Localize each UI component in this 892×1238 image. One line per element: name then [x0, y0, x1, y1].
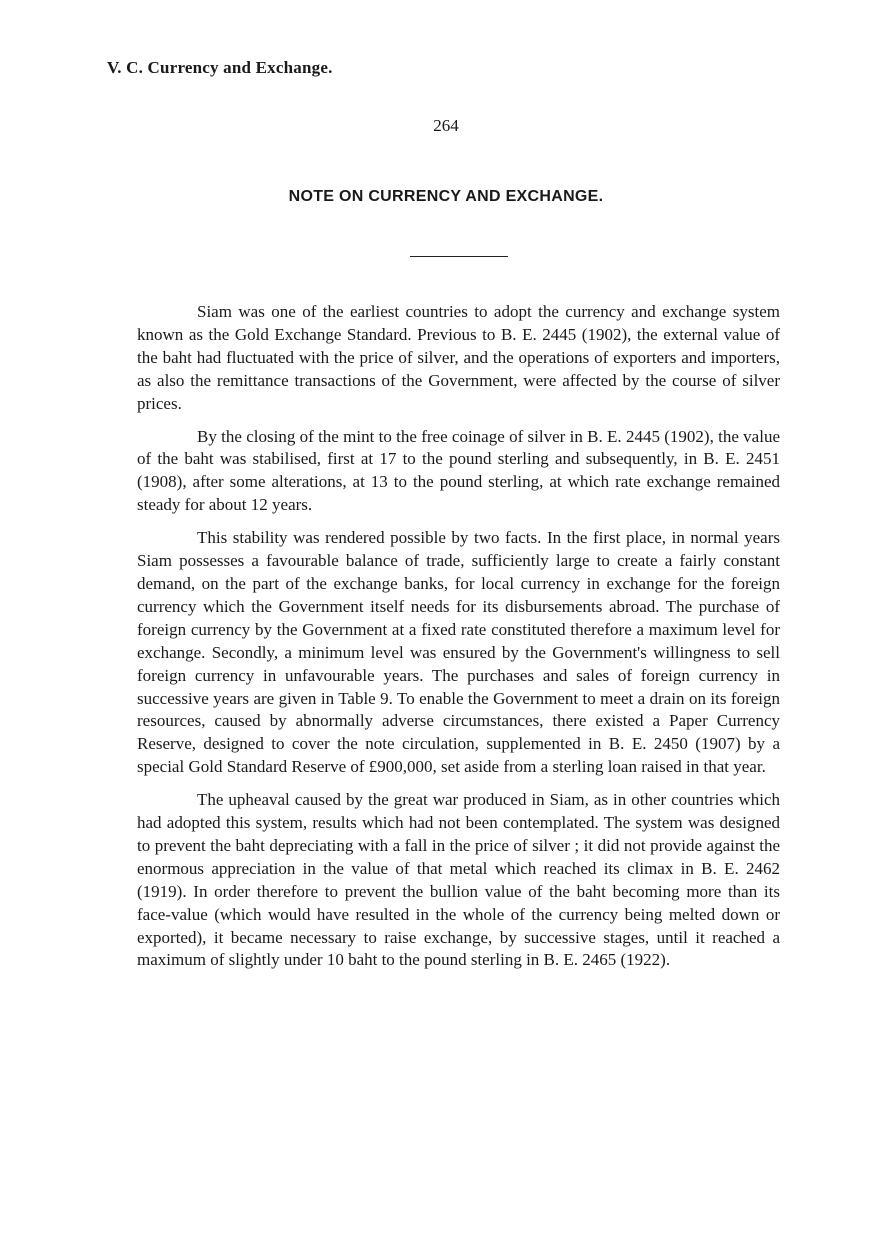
page-number: 264	[433, 116, 459, 135]
section-heading: V. C. Currency and Exchange.	[107, 58, 333, 77]
paragraph-gold-exchange-standard: Siam was one of the earliest countries to adopt the currency and exchange system known as the Gold Exchange Standard. Previous to B. E. 2445 (1902), the external value of the baht had fluctuated with the price of silver, and the operations of exporters and importers, as also the remittance transactions of the Government, were affected by the course of silver prices.	[137, 302, 780, 413]
document-title: NOTE ON CURRENCY AND EXCHANGE.	[288, 188, 604, 205]
paragraph-stability: This stability was rendered possible by two facts. In the first place, in normal years Siam possesses a favourable balance of trade, sufficiently large to create a fairly constant demand, on the part of the exchange banks, for local currency in exchange for the foreign currency which the Government itself needs for its disbursements abroad. The purchase of foreign currency by the Government at a fixed rate constituted therefore a maximum level for exchange. Secondly, a minimum level was ensured by the Government's willingness to sell foreign currency in unfavourable years. The purchases and sales of foreign currency in successive years are given in Table 9. To enable the Government to meet a drain on its foreign resources, caused by abnormally adverse circumstances, there existed a Paper Currency Reserve, designed to cover the note circulation, supplemented in B. E. 2450 (1907) by a special Gold Standard Reserve of £900,000, set aside from a sterling loan raised in that year.	[137, 528, 780, 777]
paragraph-mint-closing: By the closing of the mint to the free coinage of silver in B. E. 2445 (1902), the value of the baht was stabilised, first at 17 to the pound sterling and subsequently, in B. E. 2451 (1908), after some alterations, at 13 to the pound sterling, at which rate exchange remained steady for about 12 years.	[137, 426, 780, 515]
paragraph-war-upheaval: The upheaval caused by the great war produced in Siam, as in other countries which had adopted this system, results which had not been contemplated. The system was designed to prevent the baht depreciating with a fall in the price of silver ; it did not provide against the enormous appreciation in the value of that metal which reached its climax in B. E. 2462 (1919). In order therefore to prevent the bullion value of the baht becoming more than its face-value (which would have resulted in the whole of the currency being melted down or exported), it became necessary to raise exchange, by successive stages, until it reached a maximum of slightly under 10 baht to the pound sterling in B. E. 2465 (1922).	[137, 790, 780, 970]
document-body	[137, 301, 780, 982]
title-divider	[410, 256, 508, 257]
